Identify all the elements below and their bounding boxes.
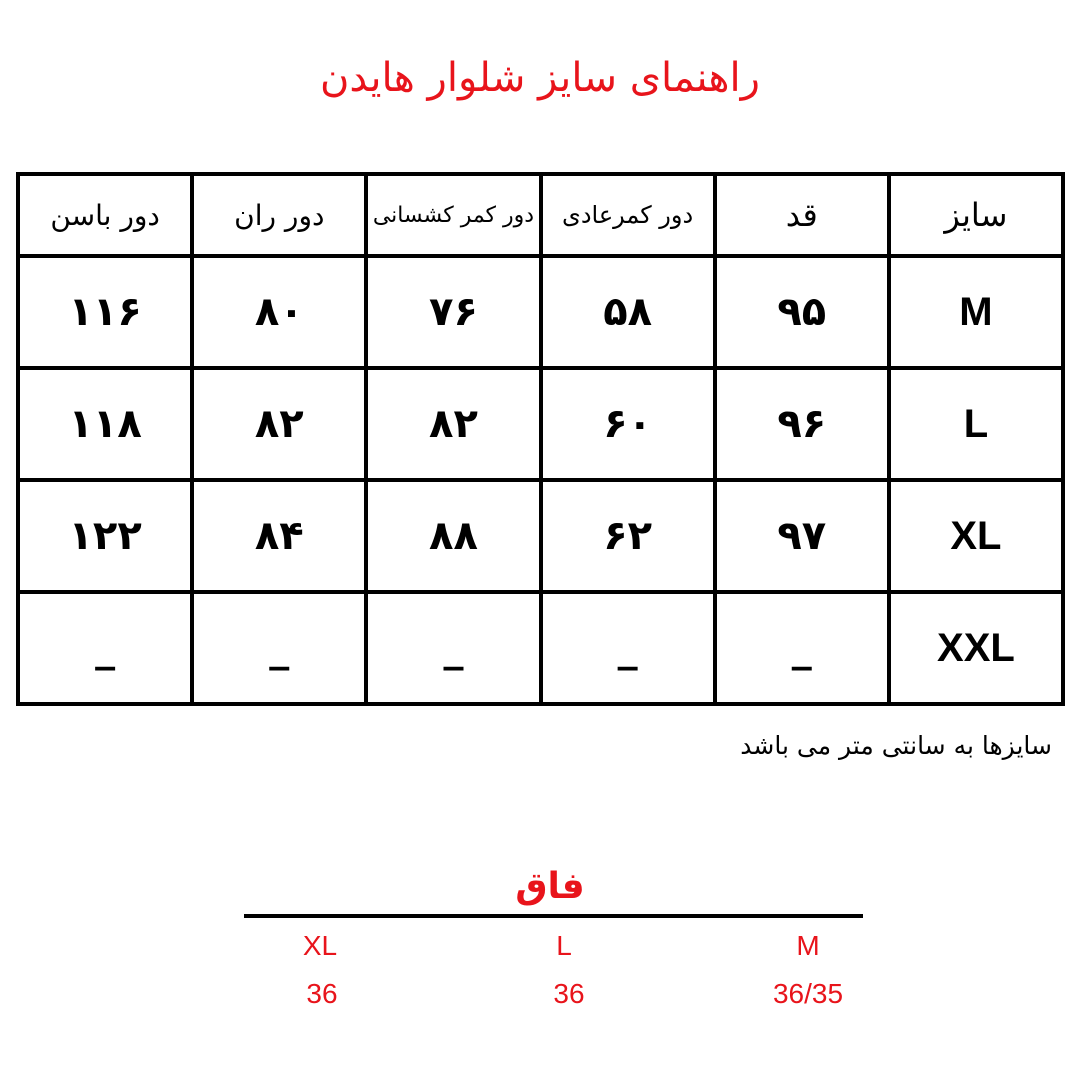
- length-value: _: [715, 592, 889, 704]
- normal-waist-value: ۶۰: [541, 368, 715, 480]
- hip-value: ۱۲۲: [18, 480, 192, 592]
- rise-divider: [244, 914, 863, 918]
- length-value: ۹۶: [715, 368, 889, 480]
- size-label: XL: [889, 480, 1063, 592]
- length-value: ۹۵: [715, 256, 889, 368]
- header-normal-waist: دور کمرعادی: [541, 174, 715, 256]
- elastic-waist-value: ۸۸: [366, 480, 540, 592]
- size-label: L: [889, 368, 1063, 480]
- header-elastic-waist: دور کمر کشسانی: [366, 174, 540, 256]
- thigh-value: ۸۲: [192, 368, 366, 480]
- header-hip: دور باسن: [18, 174, 192, 256]
- hip-value: ۱۱۸: [18, 368, 192, 480]
- rise-size-label: XL: [302, 930, 338, 961]
- rise-title: فاق: [515, 866, 585, 907]
- rise-value: 36/35: [772, 978, 844, 1009]
- table-row: [18, 256, 1063, 368]
- thigh-value: ۸۴: [192, 480, 366, 592]
- length-value: ۹۷: [715, 480, 889, 592]
- page-title: راهنمای سایز شلوار هایدن: [320, 55, 760, 101]
- size-table: [16, 172, 1065, 706]
- normal-waist-value: _: [541, 592, 715, 704]
- normal-waist-value: ۶۲: [541, 480, 715, 592]
- rise-size-label: M: [796, 930, 820, 961]
- rise-value: 36: [306, 978, 338, 1009]
- units-note: سایزها به سانتی متر می باشد: [740, 731, 1052, 760]
- size-label: M: [889, 256, 1063, 368]
- rise-value: 36: [553, 978, 585, 1009]
- hip-value: ۱۱۶: [18, 256, 192, 368]
- elastic-waist-value: _: [366, 592, 540, 704]
- elastic-waist-value: ۷۶: [366, 256, 540, 368]
- header-size: سایز: [889, 174, 1063, 256]
- header-length: قد: [715, 174, 889, 256]
- thigh-value: _: [192, 592, 366, 704]
- table-row: [18, 368, 1063, 480]
- normal-waist-value: ۵۸: [541, 256, 715, 368]
- table-header-row: [18, 174, 1063, 256]
- thigh-value: ۸۰: [192, 256, 366, 368]
- hip-value: _: [18, 592, 192, 704]
- size-label: XXL: [889, 592, 1063, 704]
- table-row: [18, 480, 1063, 592]
- table-row: [18, 592, 1063, 704]
- elastic-waist-value: ۸۲: [366, 368, 540, 480]
- rise-size-label: L: [556, 930, 572, 961]
- header-thigh: دور ران: [192, 174, 366, 256]
